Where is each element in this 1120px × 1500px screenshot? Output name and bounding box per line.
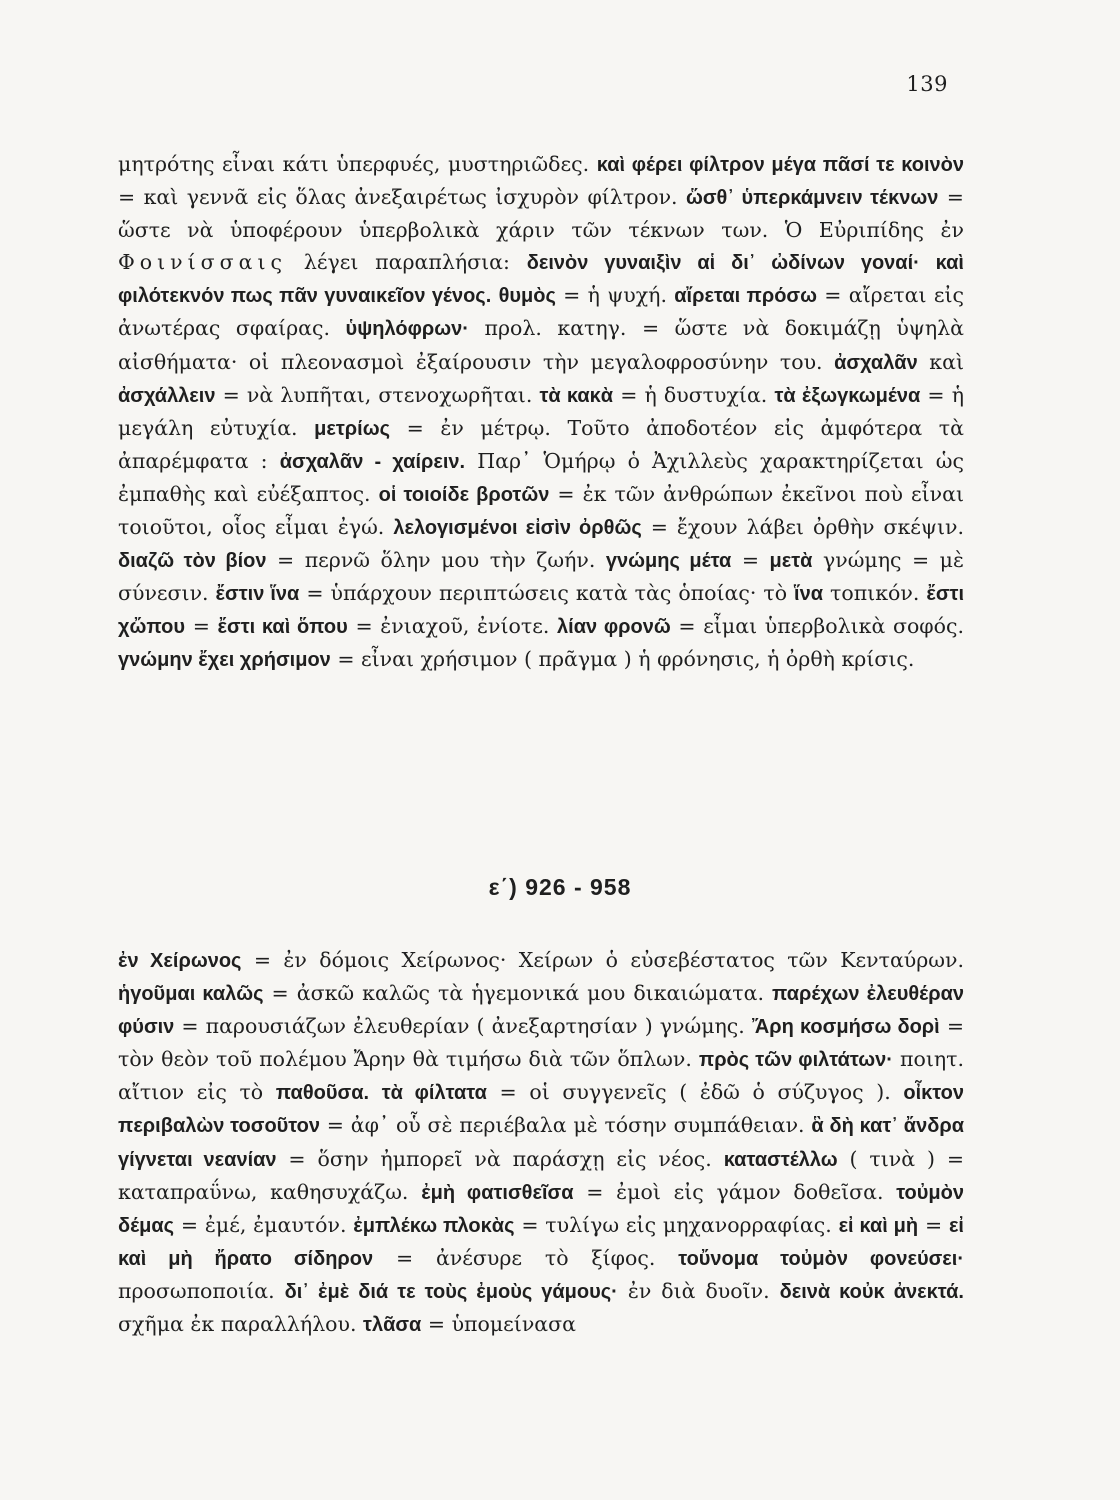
commentary-block-2 — [118, 944, 964, 1341]
lemma-term: ἀσχάλλειν — [118, 384, 216, 407]
lemma-term: ἐμπλέκω πλοκὰς — [353, 1214, 515, 1237]
gloss-text: = ὑπάρχουν περιπτώσεις κατὰ τὰς ὁποίας· τὸ — [299, 581, 795, 606]
gloss-text: γνώμης = μὲ σύνεσιν. — [118, 548, 964, 606]
gloss-text: = — [918, 1212, 949, 1237]
gloss-text: = παρουσιάζων ἐλευθερίαν ( ἀνεξαρτησίαν ) γνώμης. — [174, 1014, 752, 1039]
lemma-term: μετὰ — [769, 550, 813, 573]
gloss-text: ἐν διὰ δυοῖν. — [617, 1278, 780, 1303]
gloss-text — [369, 1080, 382, 1104]
gloss-text: = ἐμοὶ εἰς γάμον δοθεῖσα. — [573, 1179, 897, 1204]
gloss-text: σχῆμα ἐκ παραλλήλου. — [118, 1312, 364, 1337]
lemma-term: ὥσθ᾽ ὑπερκάμνειν τέκνων — [685, 187, 939, 210]
lemma-term: παρέχων ἐλευθέραν φύσιν — [118, 983, 964, 1039]
lemma-term: τὰ φίλτατα — [381, 1082, 487, 1105]
gloss-text: = ἐν μέτρῳ. Τοῦτο ἀποδοτέον εἰς ἀμφότερα τὰ ἀπαρέμφατα : — [118, 415, 964, 473]
gloss-text: = ἐμέ, ἐμαυτόν. — [174, 1212, 354, 1237]
lemma-term: πρὸς τῶν φιλτάτων· — [698, 1049, 893, 1072]
gloss-text: = εἶναι χρήσιμον ( πρᾶγμα ) ἡ φρόνησις, ἡ ὀρθὴ κρίσις. — [330, 647, 915, 672]
gloss-text: = ἐκ τῶν ἀνθρώπων ἐκεῖνοι ποὺ εἶναι τοιοῦτοι, οἷος εἶμαι ἐγώ. — [118, 481, 964, 540]
lemma-term: μετρίως — [314, 417, 391, 440]
gloss-text: = αἴρεται εἰς ἀνωτέρας σφαίρας. — [118, 283, 964, 341]
gloss-text: = ἀφ᾽ οὗ σὲ περιέβαλα μὲ τόσην συμπάθειαν. — [320, 1113, 812, 1138]
lemma-term: ἔστιν ἵνα — [215, 583, 300, 606]
lemma-term: εἰ καὶ μὴ ἤρατο σίδηρον — [118, 1214, 964, 1270]
gloss-text: = ἡ δυστυχία. — [613, 382, 775, 407]
gloss-text: καὶ — [917, 349, 964, 374]
gloss-text: Παρ᾽ Ὁμήρῳ ὁ Ἀχιλλεὺς χαρακτηρίζεται ὡς ἐμπαθὴς καὶ εὐέξαπτος. — [118, 448, 964, 506]
gloss-text: ( τινὰ ) = καταπραΰνω, καθησυχάζω. — [118, 1146, 965, 1204]
gloss-text: = ἀνέσυρε τὸ ξίφος. — [373, 1245, 679, 1270]
gloss-text: = ὑπομείνασα — [421, 1312, 576, 1337]
gloss-text: = ὅσην ἠμπορεῖ νὰ παράσχῃ εἰς νέος. — [276, 1146, 724, 1171]
lemma-term: τὰ ἐξωγκωμένα — [774, 384, 921, 407]
lemma-term: Ἄρη κοσμήσω δορὶ — [751, 1016, 940, 1039]
gloss-text: = ἡ μεγάλη εὐτυχία. — [118, 382, 964, 440]
lemma-term: δεινὸν γυναιξὶν αἱ δι᾽ ὠδίνων γοναί· καὶ φιλότεκνόν πως πᾶν γυναικεῖον γένος. — [118, 252, 964, 308]
lemma-term: διαζῶ τὸν βίον — [118, 550, 267, 573]
commentary-paragraph-1 — [118, 148, 964, 677]
lemma-term: τλᾶσα — [363, 1314, 422, 1337]
gloss-text: = ἀσκῶ καλῶς τὰ ἡγεμονικά μου δικαιώματα. — [263, 981, 772, 1006]
gloss-text: = ὥστε νὰ ὑποφέρουν ὑπερβολικὰ χάριν τῶν τέκνων των. Ὁ Εὐριπίδης ἐν — [118, 185, 964, 243]
lemma-term: ἵνα — [794, 583, 824, 606]
lemma-term: λελογισμένοι εἰσὶν ὀρθῶς — [393, 517, 642, 540]
gloss-text: = ἐν δόμοις Χείρωνος· Χείρων ὁ εὐσεβέστατος τῶν Κενταύρων. — [241, 948, 964, 972]
gloss-text: = ἡ ψυχή. — [555, 283, 675, 308]
lemma-term: ἐμὴ φατισθεῖσα — [421, 1181, 574, 1204]
gloss-text: προλ. κατηγ. = ὥστε νὰ δοκιμάζῃ ὑψηλὰ αἰσθήματα· οἱ πλεονασμοὶ ἐξαίρουσιν τὴν μεγαλοφροσύνην του. — [118, 316, 964, 374]
lemma-term: ἐν Χείρωνος — [118, 950, 242, 972]
lemma-term: ἀσχαλᾶν — [834, 351, 918, 374]
lemma-term: γνώμης μέτα — [605, 550, 732, 573]
lemma-term: καταστέλλω — [723, 1148, 838, 1171]
lemma-term: τοὐμὸν δέμας — [118, 1181, 964, 1237]
gloss-text: = — [185, 614, 218, 639]
gloss-text: = περνῶ ὅλην μου τὴν ζωήν. — [266, 548, 606, 573]
lemma-term: αἴρεται πρόσω — [674, 285, 817, 308]
gloss-text: = τὸν θεὸν τοῦ πολέμου Ἄρην θὰ τιμήσω διὰ τῶν ὅπλων. — [118, 1014, 964, 1072]
lemma-term: ἀσχαλᾶν - χαίρειν. — [279, 450, 466, 473]
lemma-term: οἶκτον περιβαλὼν τοσοῦτον — [118, 1082, 965, 1138]
lemma-term: δι᾽ ἐμὲ διά τε τοὺς ἐμοὺς γάμους· — [284, 1280, 618, 1303]
gloss-text: προσωποποιία. — [118, 1278, 285, 1303]
lemma-term: ὑψηλόφρων· — [345, 318, 469, 341]
lemma-term: καὶ φέρει φίλτρον μέγα πᾶσί τε κοινὸν — [596, 154, 964, 176]
lemma-term: ἔστι καὶ ὅπου — [217, 616, 348, 639]
gloss-text: = νὰ λυπῆται, στενοχωρῆται. — [215, 382, 540, 407]
gloss-text: τοπικόν. — [823, 581, 927, 606]
gloss-text: ποιητ. αἴτιον εἰς τὸ — [118, 1047, 964, 1105]
lemma-term: τοὔνομα τοὐμὸν φονεύσει· — [678, 1247, 964, 1270]
commentary-paragraph-2 — [118, 944, 964, 1341]
gloss-text: μητρότης εἶναι κάτι ὑπερφυές, μυστηριῶδες. — [118, 152, 597, 176]
lemma-term: ἡγοῦμαι καλῶς — [118, 983, 264, 1006]
gloss-text: = καὶ γεννᾶ εἰς ὅλας ἀνεξαιρέτως ἰσχυρὸν φίλτρον. — [118, 185, 686, 210]
lemma-term: οἱ τοιοίδε βροτῶν — [378, 483, 550, 506]
gloss-text: λέγει παραπλήσια: — [287, 250, 527, 275]
commentary-block-1 — [118, 148, 964, 677]
lemma-term: τὰ κακὰ — [539, 384, 614, 407]
spaced-title: Φοινίσσαις — [118, 250, 288, 275]
lemma-term: θυμὸς — [498, 285, 556, 308]
section-heading: ε΄) 926 - 958 — [488, 874, 632, 900]
lemma-term: παθοῦσα. — [275, 1082, 370, 1105]
gloss-text — [491, 283, 498, 307]
lemma-term: εἰ καὶ μὴ — [838, 1214, 919, 1237]
gloss-text: = ἔχουν λάβει ὀρθὴν σκέψιν. — [641, 515, 964, 540]
gloss-text: = οἱ συγγενεῖς ( ἐδῶ ὁ σύζυγος ). — [486, 1080, 904, 1105]
page-number: 139 — [906, 72, 948, 96]
gloss-text: = εἶμαι ὑπερβολικὰ σοφός. — [670, 614, 964, 639]
gloss-text: = τυλίγω εἰς μηχανορραφίας. — [514, 1212, 839, 1237]
gloss-text: = ἐνιαχοῦ, ἐνίοτε. — [347, 614, 558, 639]
lemma-term: δεινὰ κοὐκ ἀνεκτά. — [779, 1280, 964, 1303]
lemma-term: λίαν φρονῶ — [557, 616, 671, 639]
lemma-term: ἃ δὴ κατ᾽ ἄνδρα γίγνεται νεανίαν — [118, 1115, 964, 1171]
gloss-text: = — [731, 548, 770, 573]
lemma-term: γνώμην ἔχει χρήσιμον — [118, 649, 331, 672]
lemma-term: ἔστι χὤπου — [118, 583, 964, 639]
